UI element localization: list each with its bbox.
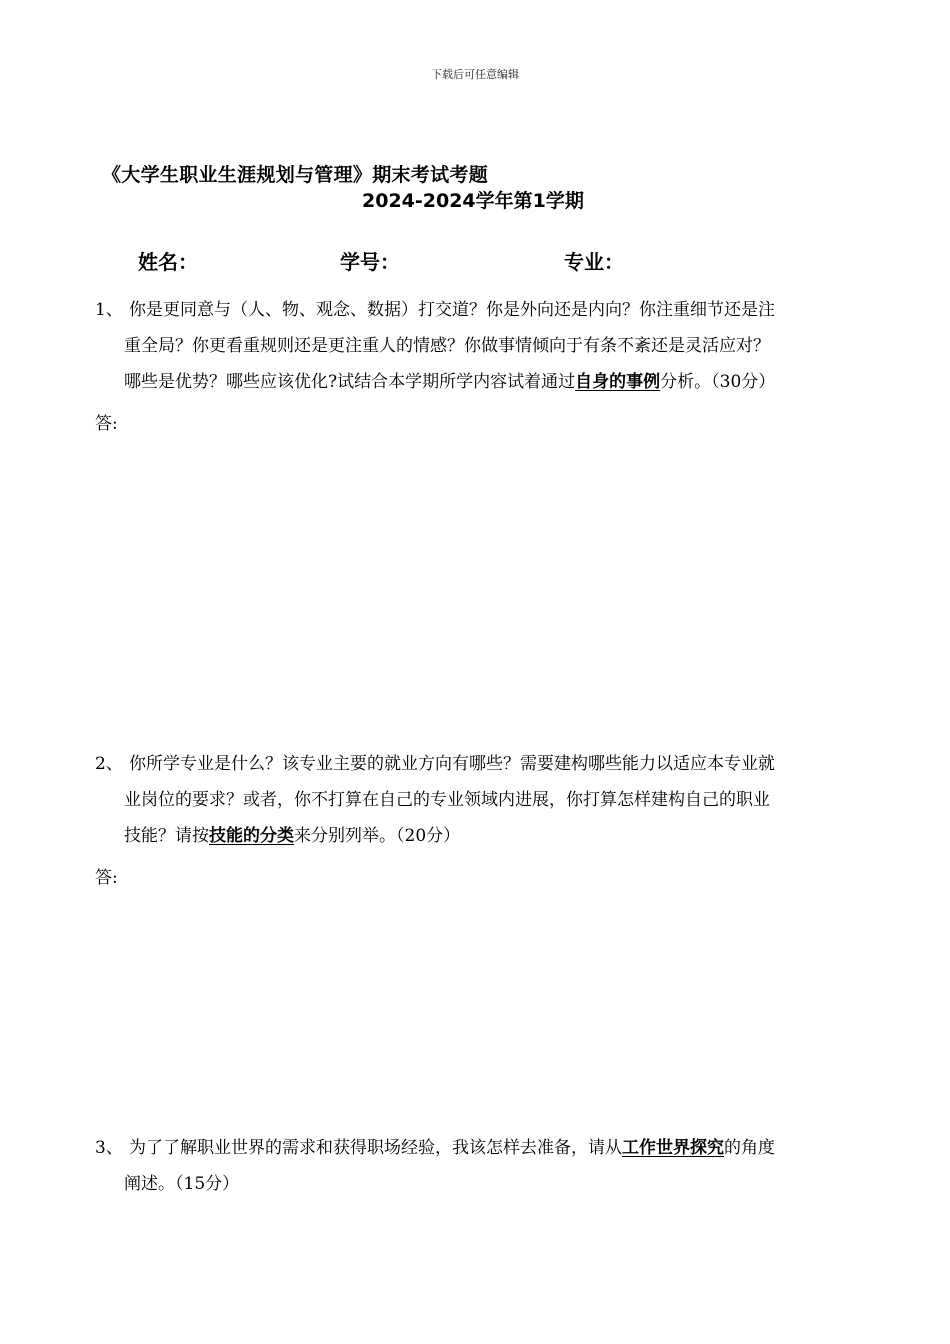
question-text: 哪些是优势？哪些应该优化?试结合本学期所学内容试着通过 (124, 372, 576, 392)
question-3 (95, 1130, 865, 1202)
question-text: 为了了解职业世界的需求和获得职场经验，我该怎样去准备，请从 (129, 1138, 622, 1158)
major-label: 专业： (564, 250, 624, 274)
question-number: 3、 (95, 1138, 123, 1158)
question-text: 重全局？你更看重规则还是更注重人的情感？你做事情倾向于有条不紊还是灵活应对？ (124, 336, 770, 356)
exam-title: 《大学生职业生涯规划与管理》期末考试考题 (102, 164, 489, 186)
question-number: 2、 (95, 754, 123, 774)
student-info-row (0, 246, 950, 276)
question-2 (95, 746, 865, 854)
question-text: 你是更同意与（人、物、观念、数据）打交道？你是外向还是内向？你注重细节还是注 (129, 300, 775, 320)
question-1 (95, 292, 865, 400)
exam-term: 2024-2024学年第1学期 (362, 190, 584, 212)
question-text: 技能？请按 (124, 826, 209, 846)
answer-label: 答: (95, 868, 118, 888)
emphasis-text: 自身的事例 (575, 372, 661, 392)
question-number: 1、 (95, 300, 123, 320)
question-text: 你所学专业是什么？该专业主要的就业方向有哪些？需要建构哪些能力以适应本专业就 (129, 754, 775, 774)
question-text: 的角度 (724, 1138, 775, 1158)
name-label: 姓名： (138, 250, 198, 274)
student-id-label: 学号： (340, 250, 400, 274)
emphasis-text: 工作世界探究 (622, 1138, 724, 1158)
question-text: 阐述。（15分） (124, 1174, 240, 1194)
question-text: 分析。（30分） (660, 372, 776, 392)
question-text: 业岗位的要求？或者，你不打算在自己的专业领域内进展，你打算怎样建构自己的职业 (124, 790, 770, 810)
answer-label: 答: (95, 414, 118, 434)
header-note: 下载后可任意编辑 (431, 68, 519, 81)
emphasis-text: 技能的分类 (209, 826, 294, 846)
question-text: 来分别列举。（20分） (294, 826, 461, 846)
